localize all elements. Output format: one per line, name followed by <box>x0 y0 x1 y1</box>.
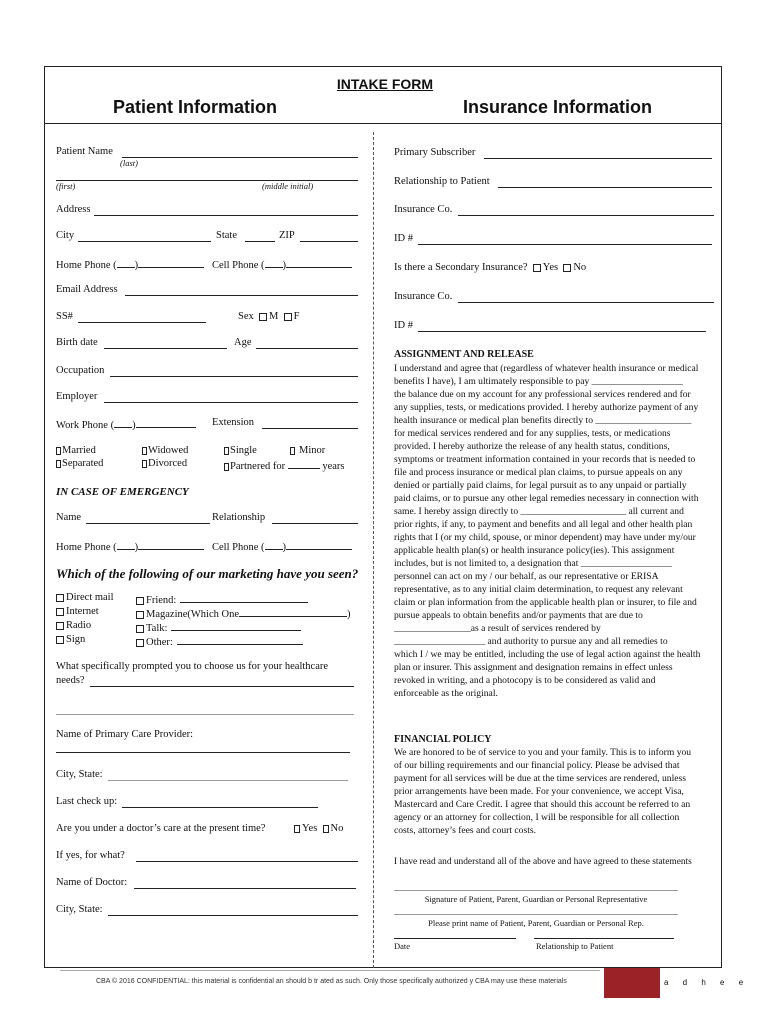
date-caption: Date <box>394 941 411 951</box>
direct-mail-checkbox[interactable] <box>56 594 64 602</box>
ssn-field[interactable] <box>78 322 206 323</box>
partnered-checkbox[interactable] <box>224 463 229 471</box>
form-title: INTAKE FORM <box>336 76 434 92</box>
if-yes-field[interactable] <box>136 861 358 862</box>
prompted-question-2: needs? <box>56 675 85 686</box>
assignment-line: rights that I (or my child, spouse, or minor dependent) may have under my/our <box>394 532 696 543</box>
radio-checkbox[interactable] <box>56 622 64 630</box>
divorced-checkbox[interactable] <box>142 460 147 468</box>
doctor-name-label: Name of Doctor: <box>56 877 128 888</box>
confidential-notice: CBA © 2016 CONFIDENTIAL: this material is confidential an should b tr ated as such. Only those specifically authorized y CBA may use these materials <box>96 978 567 985</box>
assignment-line: enforceable as the original. <box>394 688 498 699</box>
financial-line: agency or an attorney for collection, I will be responsible for all collection <box>394 812 680 823</box>
assignment-line: I understand and agree that (regardless of whatever health insurance or medical <box>394 363 699 374</box>
secondary-insurance-question: Is there a Secondary Insurance? Yes No <box>394 262 587 273</box>
assignment-line: for medical services rendered and for any supplies, tests, or medications <box>394 428 671 439</box>
city-state-2-label: City, State: <box>56 904 103 915</box>
financial-policy-text <box>394 746 716 837</box>
patient-name-field[interactable] <box>122 157 358 158</box>
single-option: Single <box>224 446 257 457</box>
employer-field[interactable] <box>104 402 358 403</box>
city-label: City <box>56 230 75 241</box>
state-field[interactable] <box>245 241 275 242</box>
assignment-line: ___________________ and authority to pursue any and all remedies to <box>394 636 668 647</box>
zip-label: ZIP <box>279 230 295 241</box>
minor-checkbox[interactable] <box>290 447 295 455</box>
separated-checkbox[interactable] <box>56 460 61 468</box>
birth-date-field[interactable] <box>104 348 227 349</box>
footer-rule <box>60 970 600 971</box>
emergency-relationship-label: Relationship <box>212 512 266 523</box>
financial-line: of our billing requirements and our financial policy. Please be advised that <box>394 760 680 771</box>
email-field[interactable] <box>125 295 358 296</box>
cell-phone-area-field[interactable] <box>265 258 283 268</box>
city-field[interactable] <box>78 241 211 242</box>
minor-option: Minor <box>290 446 325 457</box>
partnered-years-field[interactable] <box>288 459 320 469</box>
emergency-home-phone-field[interactable] <box>138 540 204 550</box>
widowed-option: Widowed <box>142 446 188 457</box>
relationship-sign-field[interactable] <box>534 938 674 939</box>
sex-m-checkbox[interactable] <box>259 313 267 321</box>
relationship-label: Relationship to Patient <box>394 176 490 187</box>
first-caption: (first) <box>56 181 76 191</box>
assignment-line: revoked in writing, and a photocopy is to be considered as valid and <box>394 675 656 686</box>
signature-field[interactable] <box>394 890 678 891</box>
emergency-cell-phone-label: Cell Phone ( ) <box>212 540 352 554</box>
occupation-field[interactable] <box>110 376 358 377</box>
primary-subscriber-field[interactable] <box>484 158 712 159</box>
city-state-2-field[interactable] <box>108 915 358 916</box>
magazine-field[interactable] <box>239 607 347 617</box>
internet-checkbox[interactable] <box>56 608 64 616</box>
date-field[interactable] <box>394 938 516 939</box>
home-phone-label: Home Phone ( ) <box>56 258 204 272</box>
footer-logo-block <box>604 968 660 998</box>
if-yes-label: If yes, for what? <box>56 850 125 861</box>
sign-option: Sign <box>56 635 85 646</box>
assignment-line: any supplies, tests, or medications provided. I hereby authorize payment of any <box>394 402 699 413</box>
emergency-relationship-field[interactable] <box>272 523 358 524</box>
last-caption: (last) <box>120 158 138 168</box>
partnered-option: Partnered for years <box>224 459 345 473</box>
assignment-line: personnel can act on my / our behalf, as our representative or ERISA <box>394 571 659 582</box>
cell-phone-label: Cell Phone ( ) <box>212 258 352 272</box>
work-phone-field[interactable] <box>136 418 196 428</box>
last-checkup-field[interactable] <box>122 807 318 808</box>
other-checkbox[interactable] <box>136 639 144 647</box>
assignment-line: health insurance or medical plan benefits directly to ____________________ <box>394 415 692 426</box>
patient-info-heading: Patient Information <box>113 97 278 117</box>
assignment-line: claim or plan information from the applicable health plan or insurer, to file and <box>394 597 697 608</box>
other-field[interactable] <box>177 635 303 645</box>
financial-policy-heading: FINANCIAL POLICY <box>394 734 492 745</box>
emergency-name-label: Name <box>56 512 82 523</box>
friend-checkbox[interactable] <box>136 597 144 605</box>
assignment-line: prior rights, if any, to payment and benefits and all legal and other health plan <box>394 519 693 530</box>
print-name-caption: Please print name of Patient, Parent, Guardian or Personal Rep. <box>428 918 644 928</box>
footer-right-text: a d h e e <box>664 978 750 987</box>
assignment-line: paid claims, or to pursue any other legal remedies necessary in connection with <box>394 493 699 504</box>
cell-phone-field[interactable] <box>286 258 352 268</box>
insurance-company-2-label: Insurance Co. <box>394 291 453 302</box>
city-state-field[interactable] <box>108 780 348 781</box>
work-phone-area-field[interactable] <box>114 418 132 428</box>
financial-line: We are honored to be of service to you and your family. This is to inform you <box>394 747 692 758</box>
friend-option: Friend: <box>136 593 308 607</box>
occupation-label: Occupation <box>56 365 105 376</box>
age-label: Age <box>234 337 252 348</box>
sex-f-checkbox[interactable] <box>284 313 292 321</box>
column-divider <box>373 132 374 968</box>
prompted-field[interactable] <box>90 686 354 687</box>
magazine-option: Magazine(Which One ) <box>136 607 351 621</box>
relationship-field[interactable] <box>498 187 712 188</box>
primary-subscriber-label: Primary Subscriber <box>394 147 476 158</box>
insurance-company-2-field[interactable] <box>458 302 714 303</box>
assignment-line: denied or partially paid claims, for legal pursuit as to any unpaid or partially <box>394 480 687 491</box>
financial-line: costs, attorney’s fees and court costs. <box>394 825 537 836</box>
under-care-label: Are you under a doctor’s care at the present time? <box>56 823 266 834</box>
primary-provider-label: Name of Primary Care Provider: <box>56 729 194 740</box>
assignment-line: file and process insurance or medical plan claims, to pursue appeals on any <box>394 467 683 478</box>
id-label: ID # <box>394 233 413 244</box>
radio-option: Radio <box>56 621 91 632</box>
patient-name-label: Patient Name <box>56 146 113 157</box>
assignment-text <box>394 362 716 700</box>
print-name-field[interactable] <box>394 914 678 915</box>
single-checkbox[interactable] <box>224 447 229 455</box>
friend-field[interactable] <box>180 593 308 603</box>
insurance-info-heading: Insurance Information <box>463 97 653 117</box>
work-phone-label: Work Phone ( ) <box>56 418 196 432</box>
zip-field[interactable] <box>300 241 358 242</box>
address-label: Address <box>56 204 91 215</box>
birth-date-label: Birth date <box>56 337 98 348</box>
assignment-heading: ASSIGNMENT AND RELEASE <box>394 349 534 360</box>
internet-option: Internet <box>56 607 99 618</box>
home-phone-area-field[interactable] <box>117 258 135 268</box>
assignment-line: pursue appeals to obtain benefits and/or payments that are due to <box>394 610 643 621</box>
marketing-heading: Which of the following of our marketing have you seen? <box>56 566 359 581</box>
divorced-option: Divorced <box>142 459 187 470</box>
city-state-label: City, State: <box>56 769 103 780</box>
emergency-home-phone-label: Home Phone ( ) <box>56 540 204 554</box>
assignment-line: the balance due on my account for any professional services rendered and for <box>394 389 691 400</box>
under-care-no-checkbox[interactable] <box>323 825 329 833</box>
employer-label: Employer <box>56 391 98 402</box>
widowed-checkbox[interactable] <box>142 447 147 455</box>
talk-checkbox[interactable] <box>136 625 144 633</box>
middle-caption: (middle initial) <box>262 181 314 191</box>
assignment-line: applicable health plan(s) or health insurance policy(ies). This assignment <box>394 545 675 556</box>
id-2-field[interactable] <box>418 331 706 332</box>
separated-option: Separated <box>56 459 103 470</box>
direct-mail-option: Direct mail <box>56 593 114 604</box>
insurance-company-label: Insurance Co. <box>394 204 453 215</box>
extension-field[interactable] <box>262 428 358 429</box>
sign-checkbox[interactable] <box>56 636 64 644</box>
address-field[interactable] <box>94 215 358 216</box>
under-care-options: Yes No <box>294 824 343 835</box>
relationship-caption: Relationship to Patient <box>536 941 614 951</box>
prompted-question-1: What specifically prompted you to choose us for your healthcare <box>56 661 329 672</box>
primary-provider-field[interactable] <box>56 752 350 753</box>
married-option: Married <box>56 446 96 457</box>
last-checkup-label: Last check up: <box>56 796 118 807</box>
talk-field[interactable] <box>171 621 301 631</box>
doctor-name-field[interactable] <box>134 888 356 889</box>
emergency-cell-area-field[interactable] <box>265 540 283 550</box>
prompted-field-2[interactable] <box>56 714 354 715</box>
age-field[interactable] <box>256 348 358 349</box>
assignment-line: includes, but is not limited to, a designation that ___________________ <box>394 558 672 569</box>
assignment-line: symptoms or treatment information contained in your records that is needed to <box>394 454 696 465</box>
extension-label: Extension <box>212 417 254 428</box>
married-checkbox[interactable] <box>56 447 61 455</box>
sex-group: Sex M F <box>238 311 300 322</box>
assignment-line: which I / we may be entitled, including the use of legal action against the health <box>394 649 701 660</box>
email-label: Email Address <box>56 284 118 295</box>
secondary-yes-checkbox[interactable] <box>533 264 541 272</box>
assignment-line: ________________as a result of services rendered by <box>394 623 601 634</box>
financial-line: prior arrangements have been made. For your convenience, we accept Visa, <box>394 786 684 797</box>
id-2-label: ID # <box>394 320 413 331</box>
other-option: Other: <box>136 635 303 649</box>
secondary-no-checkbox[interactable] <box>563 264 571 272</box>
insurance-company-field[interactable] <box>458 215 714 216</box>
assignment-line: benefits I have), I am ultimately responsible to pay ___________________ <box>394 376 683 387</box>
emergency-heading: IN CASE OF EMERGENCY <box>56 486 189 498</box>
agreement-statement: I have read and understand all of the above and have agreed to these statements <box>394 857 692 867</box>
assignment-line: plan or insurer. This assignment and designation remains in effect unless <box>394 662 673 673</box>
home-phone-field[interactable] <box>138 258 204 268</box>
emergency-home-area-field[interactable] <box>117 540 135 550</box>
talk-option: Talk: <box>136 621 301 635</box>
state-label: State <box>216 230 237 241</box>
assignment-line: provided. I hereby authorize the release of any health status, conditions, <box>394 441 670 452</box>
assignment-line: representative, as to any initial claim determination, to request any relevant <box>394 584 683 595</box>
financial-line: Mastercard and Care Credit. I agree that should this account be referred to an <box>394 799 691 810</box>
emergency-name-field[interactable] <box>86 523 210 524</box>
under-care-yes-checkbox[interactable] <box>294 825 300 833</box>
assignment-line: same. I hereby assign directly to ______________________ all current and <box>394 506 684 517</box>
magazine-checkbox[interactable] <box>136 611 144 619</box>
id-field[interactable] <box>418 244 712 245</box>
emergency-cell-phone-field[interactable] <box>286 540 352 550</box>
ssn-label: SS# <box>56 311 73 322</box>
financial-line: payment for all services will be due at the time services are rendered, unless <box>394 773 686 784</box>
signature-caption: Signature of Patient, Parent, Guardian or Personal Representative <box>424 894 648 904</box>
